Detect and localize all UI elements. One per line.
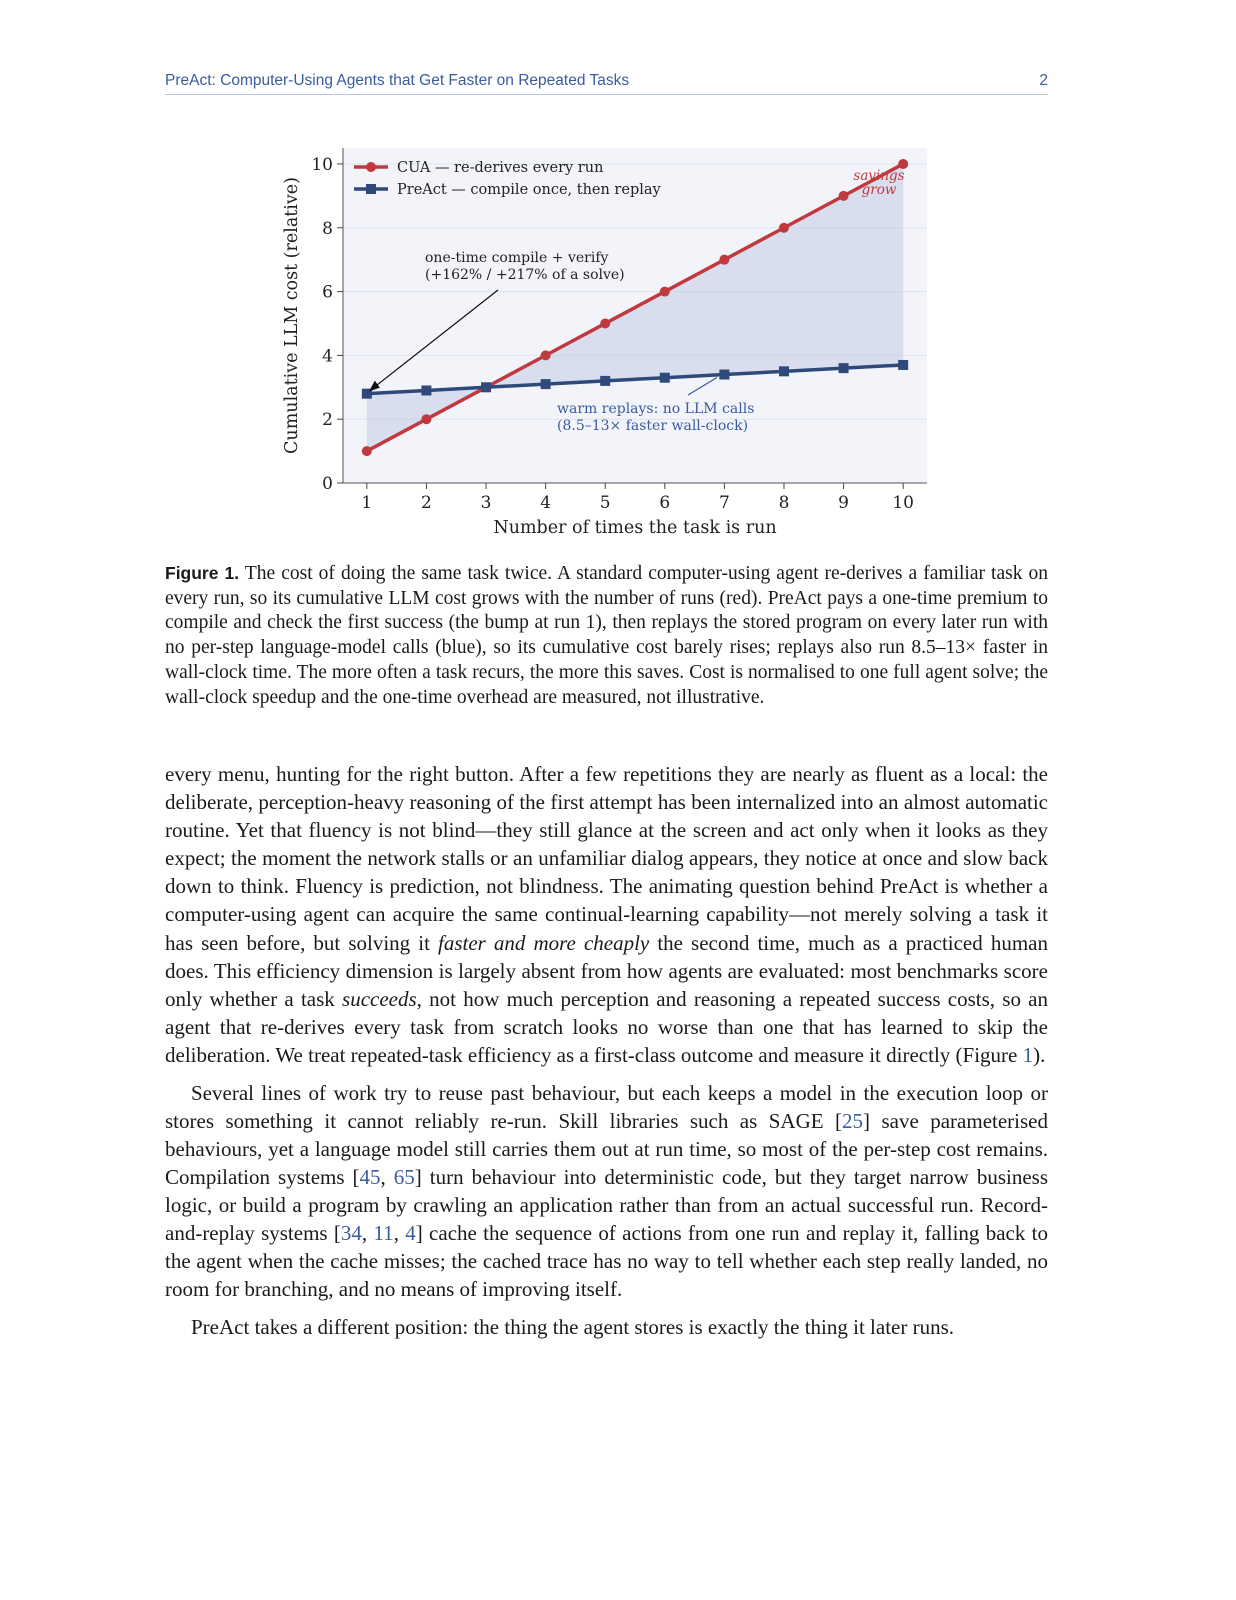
- legend-label-1: CUA — re-derives every run: [397, 160, 604, 176]
- x-tick-label: 2: [421, 493, 432, 513]
- annotation-savings: savings: [853, 168, 905, 184]
- x-tick-label: 7: [718, 493, 730, 513]
- x-axis-label: Number of times the task is run: [493, 518, 777, 538]
- series-point-1: [719, 255, 729, 265]
- y-tick-label: 6: [322, 282, 333, 303]
- x-tick-label: 8: [778, 493, 790, 513]
- x-tick-label: 1: [361, 493, 373, 513]
- legend-label-2: PreAct — compile once, then replay: [397, 182, 661, 198]
- caption-label: Figure 1.: [165, 563, 240, 583]
- citation-link[interactable]: 25: [842, 1108, 864, 1133]
- legend-marker-1: [366, 162, 376, 172]
- y-tick-label: 2: [322, 410, 333, 431]
- series-point-2: [481, 382, 491, 392]
- series-point-2: [779, 366, 789, 376]
- citation-link[interactable]: 45: [359, 1164, 381, 1189]
- series-point-2: [719, 370, 729, 380]
- series-point-1: [362, 446, 372, 456]
- page-number: 2: [1039, 72, 1048, 89]
- x-tick-label: 10: [892, 493, 914, 513]
- series-point-2: [660, 373, 670, 383]
- citation-link[interactable]: 34: [340, 1221, 362, 1245]
- figure-1-chart: [270, 140, 950, 545]
- y-axis-label: Cumulative LLM cost (relative): [282, 177, 302, 454]
- annotation-savings: grow: [861, 182, 897, 198]
- series-point-2: [898, 360, 908, 370]
- annotation-replay: (8.5–13× faster wall-clock): [557, 418, 749, 434]
- y-tick-label: 4: [322, 346, 333, 367]
- series-point-1: [660, 287, 670, 297]
- figure-ref[interactable]: 1: [1022, 1042, 1034, 1067]
- x-tick-label: 4: [540, 493, 552, 513]
- series-point-1: [839, 191, 849, 201]
- series-point-2: [541, 379, 551, 389]
- annotation-replay: warm replays: no LLM calls: [557, 401, 755, 417]
- legend-marker-2: [366, 184, 376, 194]
- running-title: PreAct: Computer-Using Agents that Get Faster on Repeated Tasks: [165, 72, 630, 89]
- paragraph-2: Several lines of work try to reuse past behaviour, but each keeps a model in the execution loop or stores something it cannot reliably re-run. Skill libraries such as SAGE [25] save parameterised behaviours, yet a language model still carries them out at run time, so most of the per-step cost remains. Compilation systems [45, 65] turn behaviour into deterministic code, but they target narrow business logic, or build a program by crawling an application rather than from an actual successful run. Record-and-replay systems [34, 11, 4] cache the sequence of actions from one run and replay it, falling back to the agent when the cache misses; the cached trace has no way to tell whether each step really landed, no room for branching, and no means of improving itself.: [165, 1080, 1048, 1302]
- figure-caption: [165, 561, 1048, 710]
- series-point-2: [421, 385, 431, 395]
- citation-link[interactable]: 11: [373, 1221, 394, 1245]
- x-tick-label: 5: [599, 493, 611, 513]
- citation-link[interactable]: 4: [405, 1221, 416, 1245]
- body-text: [165, 760, 1048, 1350]
- series-point-1: [541, 350, 551, 360]
- annotation-compile: one-time compile + verify: [425, 250, 609, 266]
- paragraph-3: PreAct takes a different position: the thing the agent stores is exactly the thing it later runs.: [191, 1314, 955, 1339]
- series-point-1: [600, 318, 610, 328]
- y-tick-label: 0: [322, 474, 333, 494]
- series-point-1: [779, 223, 789, 233]
- running-header: [165, 70, 1048, 95]
- caption-text: The cost of doing the same task twice. A standard computer-using agent re-derives a familiar task on every run, so its cumulative LLM cost grows with the number of runs (red). PreAct pays a one-time premium to compile and check the first success (the bump at run 1), then replays the stored program on every later run with no per-step language-model calls (blue), so its cumulative cost barely rises; replays also run 8.5–13× faster in wall-clock time. The more often a task recurs, the more this saves. Cost is normalised to one full agent solve; the wall-clock speedup and the one-time overhead are measured, not illustrative.: [165, 563, 1049, 708]
- annotation-compile: (+162% / +217% of a solve): [425, 267, 625, 283]
- y-tick-label: 8: [322, 218, 333, 239]
- y-tick-label: 10: [311, 154, 333, 175]
- series-point-2: [600, 376, 610, 386]
- paragraph-1: every menu, hunting for the right button. After a few repetitions they are nearly as fluent as a local: the deliberate, perception-heavy reasoning of the first attempt has been internalized into an almost automatic routine. Yet that fluency is not blind—they still glance at the screen and act only when it looks as they expect; the moment the network stalls or an unfamiliar dialog appears, they notice at once and slow back down to think. Fluency is prediction, not blindness. The animating question behind PreAct is whether a computer-using agent can acquire the same continual-learning capability—not merely solving a task it has seen before, but solving it faster and more cheaply the second time, much as a practiced human does. This efficiency dimension is largely absent from how agents are evaluated: most benchmarks score only whether a task succeeds, not how much perception and reasoning a repeated success costs, so an agent that re-derives every task from scratch looks no worse than one that has learned to skip the deliberation. We treat repeated-task efficiency as a first-class outcome and measure it directly (Figure 1).: [165, 762, 1048, 1067]
- x-tick-label: 9: [838, 493, 849, 513]
- x-tick-label: 3: [480, 493, 492, 513]
- series-point-2: [839, 363, 849, 373]
- citation-link[interactable]: 65: [393, 1164, 415, 1189]
- x-tick-label: 6: [659, 493, 671, 513]
- series-point-1: [421, 414, 431, 424]
